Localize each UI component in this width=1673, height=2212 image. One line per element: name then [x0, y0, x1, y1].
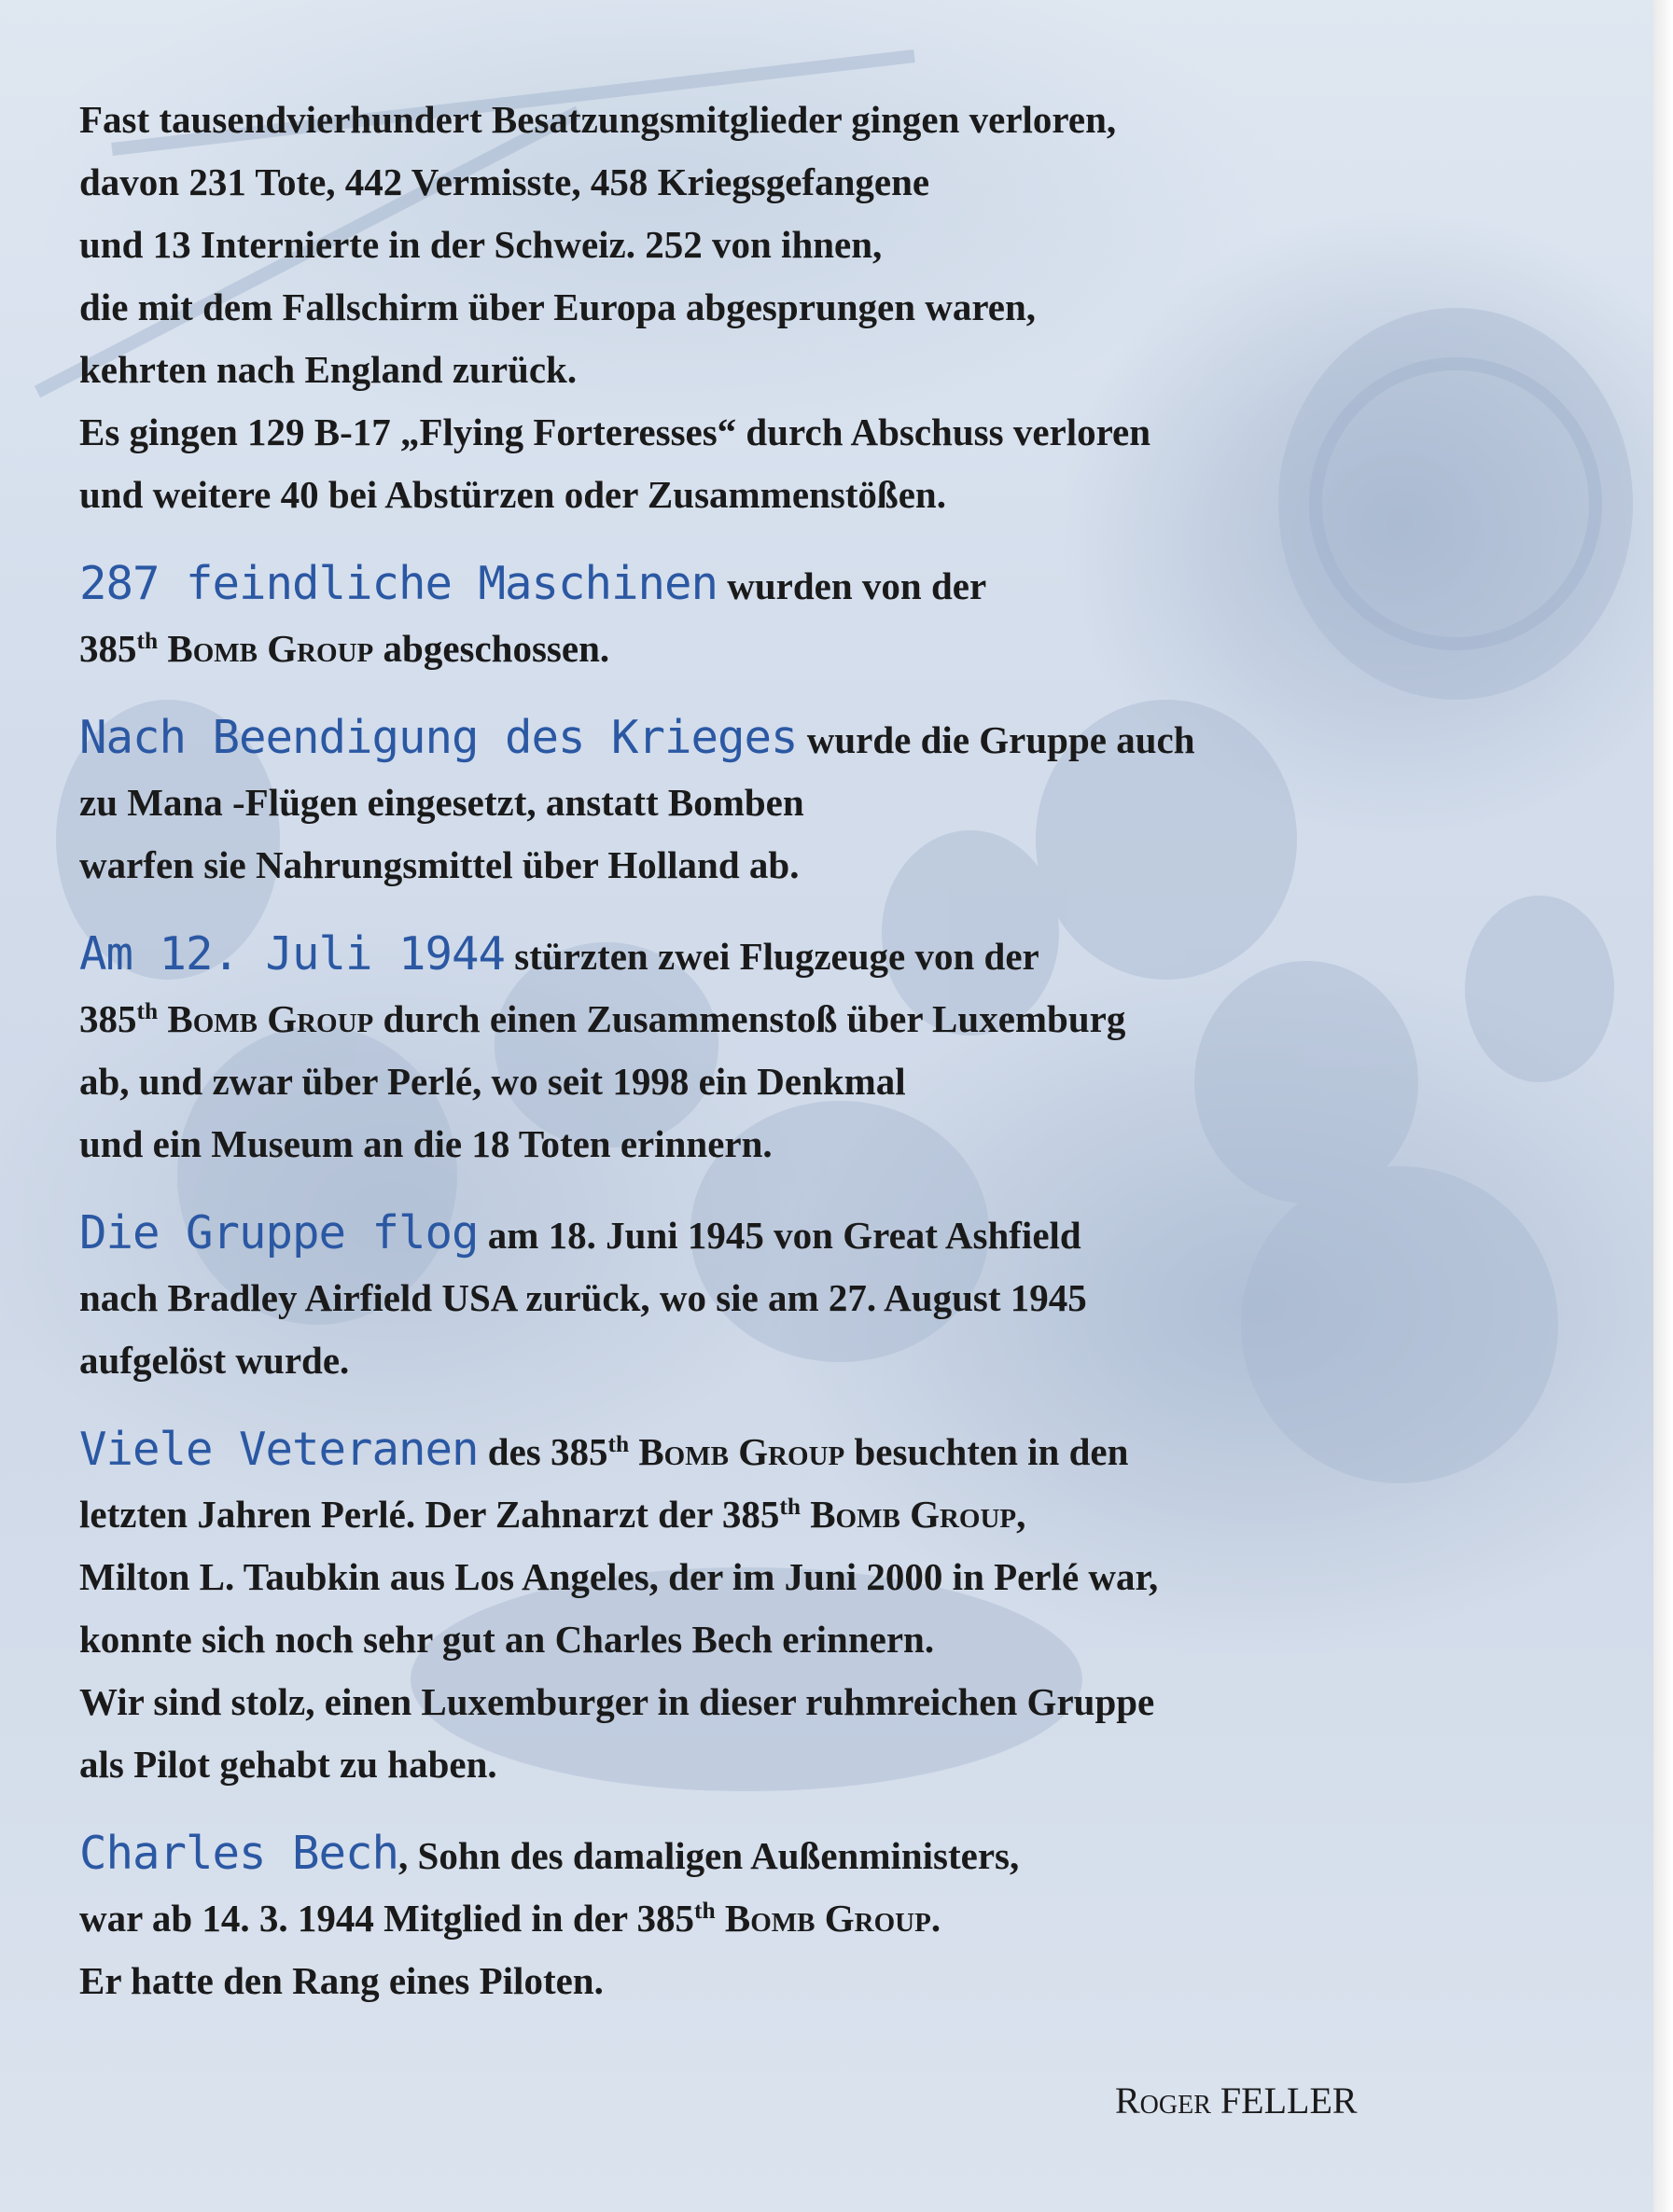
text-line: aufgelöst wurde.	[79, 1339, 350, 1382]
lead-phrase: Viele Veteranen	[79, 1423, 479, 1476]
line-text: war ab 14. 3. 1944 Mitglied in der 385	[79, 1897, 695, 1940]
lead-phrase: Nach Beendigung des Krieges	[79, 711, 798, 764]
line-text: .	[930, 1897, 941, 1940]
line-text: des 385	[478, 1430, 608, 1473]
paragraph-after-war	[79, 706, 1423, 897]
text-line	[79, 1483, 1423, 1546]
line-text: stürzten zwei Flugzeuge von der	[505, 935, 1039, 978]
paragraph-losses	[79, 89, 1423, 526]
line-text: letzten Jahren Perlé. Der Zahnarzt der 385	[79, 1493, 780, 1536]
text-line: kehrten nach England zurück.	[79, 348, 578, 391]
text-line: die mit dem Fallschirm über Europa abgesprungen waren,	[79, 285, 1037, 328]
text-line	[79, 923, 1423, 988]
paragraph-enemy-aircraft	[79, 552, 1423, 680]
ordinal-suffix: th	[136, 628, 159, 655]
line-text: 385	[79, 627, 137, 670]
unit-name: Bomb Group	[158, 997, 374, 1040]
text-line: ab, und zwar über Perlé, wo seit 1998 ein Denkmal	[79, 1060, 906, 1103]
text-line: konnte sich noch sehr gut an Charles Bech erinnern.	[79, 1618, 935, 1661]
lead-phrase: Charles Bech	[79, 1827, 399, 1880]
text-line	[79, 1202, 1423, 1267]
line-text: durch einen Zusammenstoß über Luxemburg	[373, 997, 1126, 1040]
text-line: Wir sind stolz, einen Luxemburger in dieser ruhmreichen Gruppe	[79, 1680, 1155, 1723]
line-text: am 18. Juni 1945 von Great Ashfield	[478, 1214, 1081, 1257]
text-line	[79, 1822, 1423, 1887]
author-last-name: FELLER	[1220, 2080, 1358, 2122]
article-text	[79, 89, 1423, 2038]
text-line	[79, 1887, 1423, 1950]
text-line	[79, 1418, 1423, 1483]
line-text: besuchten in den	[844, 1430, 1129, 1473]
unit-name: Bomb Group	[629, 1430, 845, 1473]
ordinal-suffix: th	[779, 1494, 801, 1521]
text-line: und 13 Internierte in der Schweiz. 252 von ihnen,	[79, 223, 883, 266]
paragraph-veterans	[79, 1418, 1423, 1796]
text-line	[79, 988, 1423, 1050]
line-text: wurde die Gruppe auch	[797, 718, 1195, 761]
lead-phrase: 287 feindliche Maschinen	[79, 557, 718, 610]
text-line: und ein Museum an die 18 Toten erinnern.	[79, 1122, 773, 1165]
text-line: warfen sie Nahrungsmittel über Holland ab.	[79, 843, 800, 886]
text-line: zu Mana -Flügen eingesetzt, anstatt Bomben	[79, 781, 804, 824]
line-text: , Sohn des damaligen Außenministers,	[398, 1834, 1020, 1877]
text-line	[79, 552, 1423, 618]
unit-name: Bomb Group	[715, 1897, 931, 1940]
paragraph-crash-1944	[79, 923, 1423, 1176]
page-edge	[1653, 0, 1673, 2212]
text-line: nach Bradley Airfield USA zurück, wo sie am 27. August 1945	[79, 1276, 1087, 1319]
ordinal-suffix: th	[136, 998, 159, 1025]
lead-phrase: Die Gruppe flog	[79, 1206, 479, 1259]
text-line: Er hatte den Rang eines Piloten.	[79, 1959, 604, 2002]
text-line: davon 231 Tote, 442 Vermisste, 458 Kriegsgefangene	[79, 160, 930, 203]
unit-name: Bomb Group	[800, 1493, 1017, 1536]
author-first-name: Roger	[1115, 2080, 1211, 2122]
text-line: und weitere 40 bei Abstürzen oder Zusammenstößen.	[79, 473, 946, 516]
text-line: Fast tausendvierhundert Besatzungsmitglieder gingen verloren,	[79, 98, 1117, 141]
paragraph-return-usa	[79, 1202, 1423, 1392]
lead-phrase: Am 12. Juli 1944	[79, 927, 506, 981]
text-line: als Pilot gehabt zu haben.	[79, 1743, 497, 1786]
author-signature	[1115, 2079, 1358, 2122]
unit-name: Bomb Group	[158, 627, 374, 670]
line-text: ,	[1016, 1493, 1026, 1536]
paragraph-charles-bech	[79, 1822, 1423, 2012]
text-line	[79, 618, 1423, 680]
line-text: abgeschossen.	[373, 627, 610, 670]
line-text: wurden von der	[718, 564, 987, 607]
ordinal-suffix: th	[694, 1898, 716, 1925]
line-text: 385	[79, 997, 137, 1040]
text-line: Milton L. Taubkin aus Los Angeles, der im Juni 2000 in Perlé war,	[79, 1555, 1159, 1598]
text-line: Es gingen 129 B-17 „Flying Forteresses“ durch Abschuss verloren	[79, 410, 1151, 453]
text-line	[79, 706, 1423, 772]
ordinal-suffix: th	[607, 1431, 630, 1458]
